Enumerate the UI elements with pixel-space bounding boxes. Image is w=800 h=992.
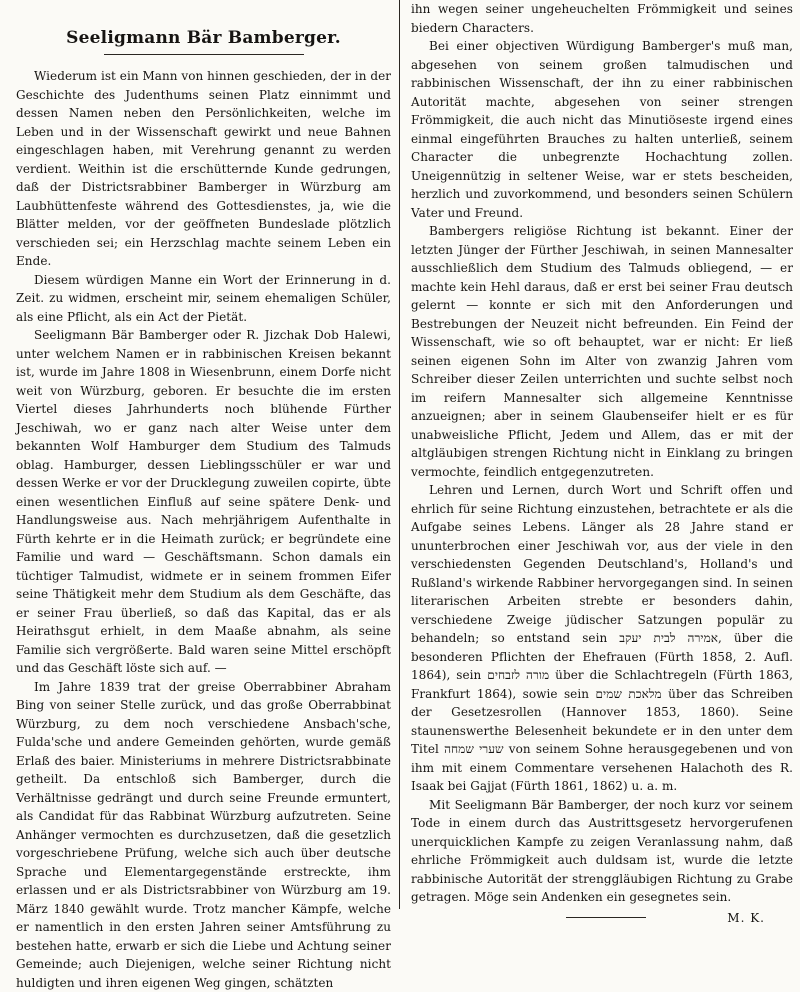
paragraph-6: Bambergers religiöse Richtung ist bekannt. Einer der letzten Jünger der Fürther Jeschiwah, in seinen Mannesalter ausschließlich dem Studium des Talmuds obliegend, — er machte kein Hehl daraus, daß er erst bei seiner Frau deutsch gelernt — konnte er sich mit den Anforderungen und Bestrebungen der Neuzeit nicht befreunden. Ein Feind der Wissenschaft, wie so oft behauptet, war er nicht: Er ließ seinen eigenen Sohn im Alter von zwanzig Jahren vom Schreiber dieser Zeilen unterrichten und suchte selbst noch im reifern Mannesalter sich allgemeine Kenntnisse anzueignen; aber in seinem Glaubenseifer hielt er es für unabweisliche Pflicht, Jedem und Allem, das er mit der altgläubigen strengen Richtung nicht in Einklang zu bringen vermochte, feindlich entgegenzutreten. bbox=[411, 222, 793, 481]
left-column bbox=[6, 0, 397, 909]
paragraph-continuation: ihn wegen seiner ungeheuchelten Frömmigkeit und seines biedern Characters. bbox=[411, 0, 793, 37]
signature-row bbox=[411, 911, 793, 925]
paragraph-7: Lehren und Lernen, durch Wort und Schrift offen und ehrlich für seine Richtung einzustehen, betrachtete er als die Aufgabe seines Lebens. Länger als 28 Jahre stand er ununterbrochen einer Jeschiwah vor, aus der viele in den verschiedensten Gegenden Deutschland's, Holland's und Rußland's wirkende Rabbiner hervorgegangen sind. In seinen literarischen Arbeiten strebte er besonders dahin, verschiedene Zweige jüdischer Satzungen populär zu behandeln; so entstand sein אמירה לבית יעקב, über die besonderen Pflichten der Ehefrauen (Fürth 1858, 2. Aufl. 1864), sein מורה לזבחים über die Schlachtregeln (Fürth 1863, Frankfurt 1864), sowie sein מלאכת שמים über das Schreiben der Gesetzesrollen (Hannover 1853, 1860). Seine staunenswerthe Belesenheit bekundete er in den unter dem Titel שערי שמחה von seinem Sohne herausgegebenen und von ihm mit einem Commentare versehenen Halachoth des R. Isaak bei Gajjat (Fürth 1861, 1862) u. a. m. bbox=[411, 481, 793, 796]
paragraph-3: Seeligmann Bär Bamberger oder R. Jizchak Dob Halewi, unter welchem Namen er in rabbinischen Kreisen bekannt ist, wurde im Jahre 1808 in Wiesenbrunn, einem Dorfe nicht weit von Würzburg, geboren. Er besuchte die im ersten Viertel dieses Jahrhunderts noch blühende Fürther Jeschiwah, wo er ganz nach alter Weise unter dem bekannten Wolf Hamburger dem Studium des Talmuds oblag. Hamburger, dessen Lieblingsschüler er war und dessen Werke er vor der Drucklegung zuweilen copirte, übte einen wesentlichen Einfluß auf seine spätere Denk- und Handlungsweise aus. Nach mehrjährigem Aufenthalte in Fürth kehrte er in die Heimath zurück; er begründete eine Familie und ward — Geschäftsmann. Schon damals ein tüchtiger Talmudist, widmete er in seinem frommen Eifer seine Thätigkeit mehr dem Studium als dem Geschäfte, das er seiner Frau überließ, so daß das Kapital, das er als Heirathsgut erhielt, in dem Maaße abnahm, als seine Familie sich vergrößerte. Bald waren seine Mittel erschöpft und das Geschäft löste sich auf. — bbox=[16, 326, 391, 678]
column-divider bbox=[399, 0, 400, 909]
paragraph-5: Bei einer objectiven Würdigung Bamberger's muß man, abgesehen von seinem großen talmudischen und rabbinischen Wissenschaft, der ihn zu einer rabbinischen Autorität machte, abgesehen von seiner strengen Frömmigkeit, die auch nicht das Minutiöseste irgend eines einmal eingeführten Brauches zu halten unterließ, seinem Character die unbegrenzte Hochachtung zollen. Uneigennützig in seltener Weise, war er stets bescheiden, herzlich und zuvorkommend, und besonders seinen Schülern Vater und Freund. bbox=[411, 37, 793, 222]
signature-rule bbox=[566, 917, 646, 918]
paragraph-8: Mit Seeligmann Bär Bamberger, der noch kurz vor seinem Tode in einem durch das Austrittsgesetz hervorgerufenen unerquicklichen Kampfe zu zeigen Veranlassung nahm, daß ehrliche Frömmigkeit auch duldsam ist, wurde die letzte rabbinische Autorität der strenggläubigen Richtung zu Grabe getragen. Möge sein Andenken ein gesegnetes sein. bbox=[411, 796, 793, 907]
article-title: Seeligmann Bär Bamberger. bbox=[16, 28, 391, 48]
right-column bbox=[403, 0, 797, 909]
title-underline bbox=[104, 54, 304, 55]
paragraph-4: Im Jahre 1839 trat der greise Oberrabbiner Abraham Bing von seiner Stelle zurück, und das große Oberrabbinat Würzburg, zu dem noch verschiedene Ansbach'sche, Fulda'sche und andere Gemeinden gehörten, wurde gemäß Erlaß des baier. Ministeriums in mehrere Districtsrabbinate getheilt. Da entschloß sich Bamberger, durch die Verhältnisse gedrängt und durch seine Freunde ermuntert, als Candidat für das Rabbinat Würzburg aufzutreten. Seine Anhänger vermochten es durchzusetzen, daß die gesetzlich vorgeschriebene Prüfung, welche sich auch über deutsche Sprache und Elementargegenstände erstreckte, ihm erlassen und er als Districtsrabbiner von Würzburg am 19. März 1840 gewählt wurde. Trotz mancher Kämpfe, welche er namentlich in den ersten Jahren seiner Amtsführung zu bestehen hatte, erwarb er sich die Liebe und Achtung seiner Gemeinde; auch Diejenigen, welche seiner Richtung nicht huldigten und ihren eigenen Weg gingen, schätzten bbox=[16, 678, 391, 992]
paragraph-2: Diesem würdigen Manne ein Wort der Erinnerung in d. Zeit. zu widmen, erscheint mir, seinem ehemaligen Schüler, als eine Pflicht, als ein Act der Pietät. bbox=[16, 271, 391, 327]
paragraph-1: Wiederum ist ein Mann von hinnen geschieden, der in der Geschichte des Judenthums seinen Platz einnimmt und dessen Namen neben den Persönlichkeiten, welche im Leben und in der Wissenschaft gewirkt und neue Bahnen eingeschlagen haben, mit Verehrung genannt zu werden verdient. Weithin ist die erschütternde Kunde gedrungen, daß der Districtsrabbiner Bamberger in Würzburg am Laubhüttenfeste während des Gottesdienstes, ja, wie die Blätter melden, vor der geöffneten Bundeslade plötzlich verschieden sei; ein Herzschlag machte seinem Leben ein Ende. bbox=[16, 67, 391, 271]
author-signature: M. K. bbox=[727, 911, 793, 925]
